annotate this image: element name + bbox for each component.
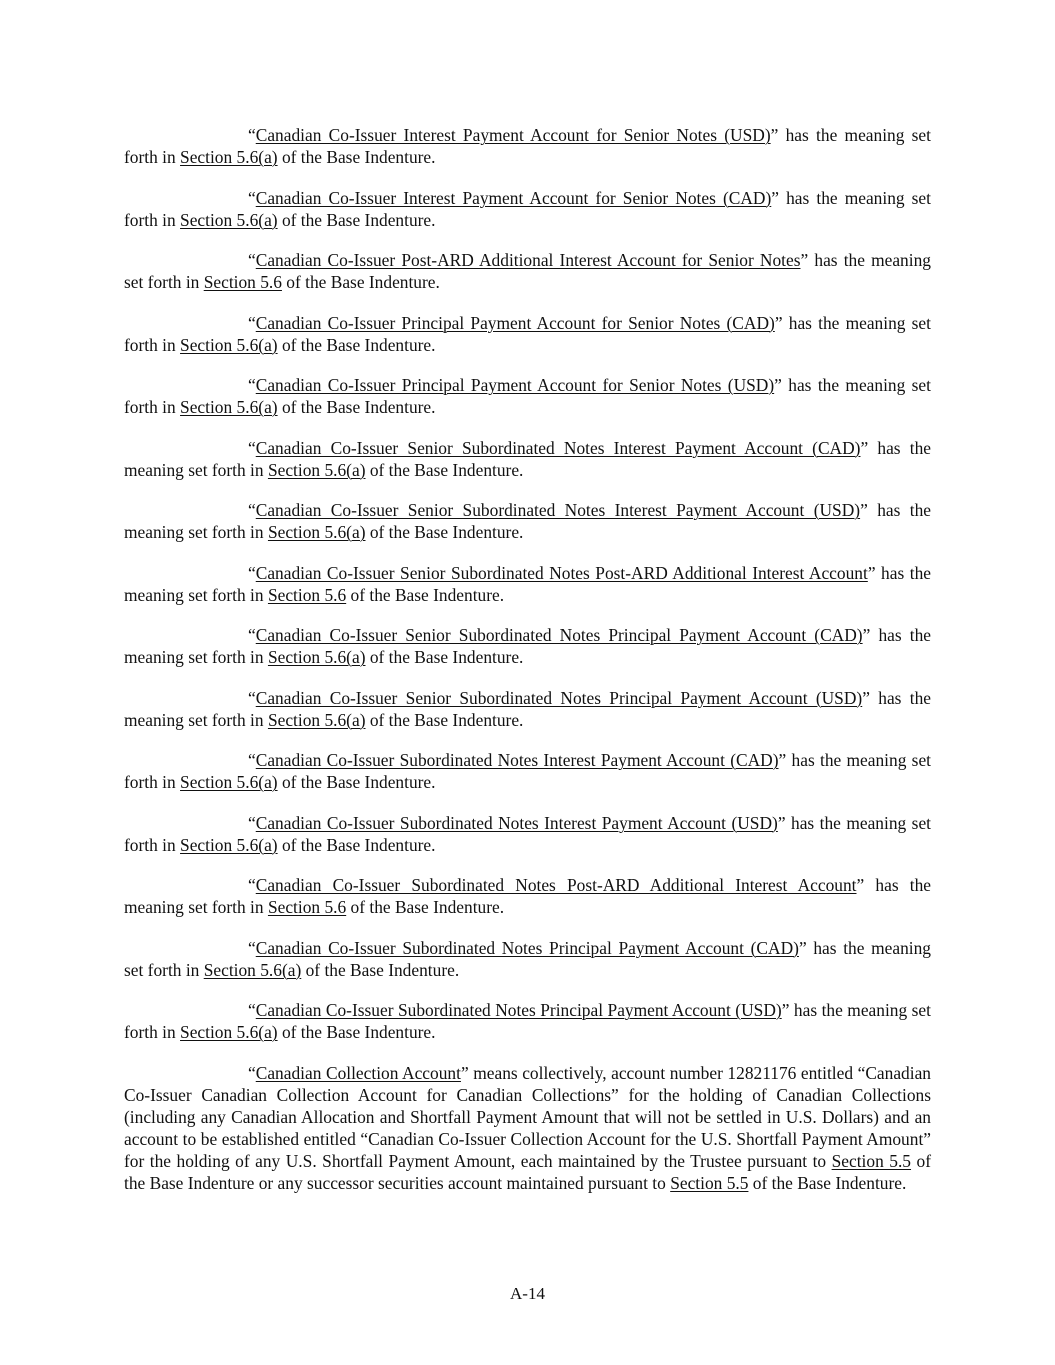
definition-paragraph <box>124 124 931 168</box>
definition-text: of the Base Indenture or any successor securities account maintained pursuant to <box>124 1150 931 1193</box>
definition-paragraph <box>124 874 931 918</box>
base-indenture-text: of the Base Indenture. <box>346 584 505 605</box>
defined-term: Canadian Co-Issuer Senior Subordinated Notes Principal Payment Account (CAD) <box>255 625 863 645</box>
base-indenture-text: of the Base Indenture. <box>281 272 440 292</box>
section-reference: Section 5.6(a) <box>267 709 366 730</box>
document-body <box>124 124 931 1212</box>
definition-paragraph <box>124 937 931 981</box>
open-quote: “ <box>248 250 256 270</box>
page-number: A-14 <box>510 1284 545 1303</box>
close-quote: ” <box>774 375 782 395</box>
defined-term: Canadian Co-Issuer Principal Payment Account for Senior Notes (USD) <box>255 375 775 395</box>
definition-paragraph <box>124 499 931 543</box>
open-quote: “ <box>248 937 256 958</box>
section-reference: Section 5.6(a) <box>203 959 302 980</box>
base-indenture-text: of the Base Indenture. <box>277 397 436 417</box>
defined-term: Canadian Co-Issuer Subordinated Notes Interest Payment Account (CAD) <box>255 750 779 770</box>
base-indenture-text: of the Base Indenture. <box>277 772 436 792</box>
meaning-text: has the meaning set forth in <box>124 375 931 417</box>
defined-term: Canadian Collection Account <box>255 1062 461 1083</box>
section-reference: Section 5.6(a) <box>180 397 278 417</box>
definition-paragraph <box>124 312 931 356</box>
base-indenture-text: of the Base Indenture. <box>365 459 524 480</box>
open-quote: “ <box>248 312 256 333</box>
base-indenture-text: of the Base Indenture. <box>365 522 524 542</box>
definition-paragraph <box>124 812 931 856</box>
section-reference: Section 5.6 <box>267 584 347 605</box>
open-quote: “ <box>248 1000 256 1020</box>
close-quote: ” <box>771 187 779 208</box>
definition-text: of the Base Indenture. <box>748 1172 907 1193</box>
close-quote: ” <box>770 125 779 145</box>
open-quote: “ <box>248 875 256 895</box>
meaning-text: has the meaning set forth in <box>124 937 931 980</box>
meaning-text: has the meaning set forth in <box>124 812 931 855</box>
close-quote: ” <box>862 687 870 708</box>
open-quote: “ <box>248 500 256 520</box>
section-reference: Section 5.6(a) <box>180 1022 278 1042</box>
base-indenture-text: of the Base Indenture. <box>277 147 436 167</box>
meaning-text: has the meaning set forth in <box>124 750 931 792</box>
open-quote: “ <box>248 375 256 395</box>
open-quote: “ <box>248 1062 256 1083</box>
close-quote: ” <box>778 750 787 770</box>
defined-term: Canadian Co-Issuer Subordinated Notes Post-ARD Additional Interest Account <box>255 875 857 895</box>
base-indenture-text: of the Base Indenture. <box>365 647 524 667</box>
defined-term: Canadian Co-Issuer Senior Subordinated Notes Interest Payment Account (CAD) <box>255 437 861 458</box>
section-reference: Section 5.6(a) <box>267 459 366 480</box>
definition-paragraph <box>124 187 931 231</box>
section-reference: Section 5.6(a) <box>180 334 278 355</box>
section-reference: Section 5.6(a) <box>267 647 366 667</box>
meaning-text: has the meaning set forth in <box>124 500 931 542</box>
definition-paragraph <box>124 749 931 793</box>
section-reference: Section 5.6(a) <box>267 522 366 542</box>
base-indenture-text: of the Base Indenture. <box>301 959 460 980</box>
base-indenture-text: of the Base Indenture. <box>277 1022 436 1042</box>
collection-account-definition <box>124 1062 931 1194</box>
section-reference: Section 5.5 <box>831 1150 912 1171</box>
defined-term: Canadian Co-Issuer Subordinated Notes Principal Payment Account (USD) <box>255 1000 782 1020</box>
close-quote: ” <box>860 437 869 458</box>
meaning-text: has the meaning set forth in <box>124 562 931 605</box>
defined-term: Canadian Co-Issuer Senior Subordinated Notes Post-ARD Additional Interest Account <box>255 562 868 583</box>
open-quote: “ <box>248 625 256 645</box>
section-reference: Section 5.6 <box>267 897 347 917</box>
meaning-text: has the meaning set forth in <box>124 1000 931 1042</box>
section-reference: Section 5.6(a) <box>180 209 278 230</box>
definition-paragraph <box>124 249 931 293</box>
close-quote: ” <box>798 937 807 958</box>
definition-text: means collectively, account number 12821176 entitled “Canadian Co-Issuer Canadian Collection Account for Canadian Collections” for the holding of Canadian Collections (including any Canadian Allocation and Shortfall Payment Amount that will not be settled in U.S. Dollars) and an account to be established entitled “Canadian Co-Issuer Collection Account for the U.S. Shortfall Payment Amount” for the holding of any U.S. Shortfall Payment Amount, each maintained by the Trustee pursuant to <box>124 1062 932 1171</box>
close-quote: ” <box>867 562 876 583</box>
defined-term: Canadian Co-Issuer Principal Payment Account for Senior Notes (CAD) <box>255 312 775 333</box>
section-reference: Section 5.6(a) <box>180 834 278 855</box>
defined-term: Canadian Co-Issuer Senior Subordinated Notes Principal Payment Account (USD) <box>255 687 863 708</box>
close-quote: ” <box>777 812 786 833</box>
defined-term: Canadian Co-Issuer Interest Payment Account for Senior Notes (USD) <box>255 125 771 145</box>
defined-term: Canadian Co-Issuer Interest Payment Account for Senior Notes (CAD) <box>255 187 772 208</box>
close-quote: ” <box>774 312 783 333</box>
defined-term: Canadian Co-Issuer Subordinated Notes Principal Payment Account (CAD) <box>255 937 799 958</box>
defined-term: Canadian Co-Issuer Senior Subordinated Notes Interest Payment Account (USD) <box>255 500 861 520</box>
meaning-text: has the meaning set forth in <box>124 875 931 917</box>
definition-paragraph <box>124 624 931 668</box>
definition-paragraph <box>124 374 931 418</box>
close-quote: ” <box>860 500 868 520</box>
meaning-text: has the meaning set forth in <box>124 250 931 292</box>
open-quote: “ <box>248 750 256 770</box>
meaning-text: has the meaning set forth in <box>124 187 931 230</box>
open-quote: “ <box>248 812 256 833</box>
base-indenture-text: of the Base Indenture. <box>346 897 505 917</box>
base-indenture-text: of the Base Indenture. <box>365 709 524 730</box>
open-quote: “ <box>248 687 256 708</box>
section-reference: Section 5.5 <box>670 1172 749 1193</box>
definition-paragraph <box>124 437 931 481</box>
open-quote: “ <box>248 187 256 208</box>
close-quote: ” <box>800 250 809 270</box>
open-quote: “ <box>248 437 256 458</box>
definition-paragraph <box>124 999 931 1043</box>
defined-term: Canadian Co-Issuer Post-ARD Additional Interest Account for Senior Notes <box>255 250 801 270</box>
meaning-text: has the meaning set forth in <box>124 125 931 167</box>
close-quote: ” <box>781 1000 790 1020</box>
close-quote: ” <box>856 875 865 895</box>
section-reference: Section 5.6 <box>203 272 282 292</box>
base-indenture-text: of the Base Indenture. <box>277 834 436 855</box>
open-quote: “ <box>248 562 256 583</box>
section-reference: Section 5.6(a) <box>180 772 278 792</box>
meaning-text: has the meaning set forth in <box>124 687 932 730</box>
meaning-text: has the meaning set forth in <box>124 437 931 480</box>
definition-paragraph <box>124 687 931 731</box>
base-indenture-text: of the Base Indenture. <box>277 209 436 230</box>
definition-paragraph <box>124 562 931 606</box>
close-quote: ” <box>460 1062 469 1083</box>
open-quote: “ <box>248 125 256 145</box>
base-indenture-text: of the Base Indenture. <box>277 334 436 355</box>
defined-term: Canadian Co-Issuer Subordinated Notes Interest Payment Account (USD) <box>255 812 778 833</box>
meaning-text: has the meaning set forth in <box>124 312 931 355</box>
section-reference: Section 5.6(a) <box>180 147 278 167</box>
close-quote: ” <box>862 625 871 645</box>
meaning-text: has the meaning set forth in <box>124 625 931 667</box>
